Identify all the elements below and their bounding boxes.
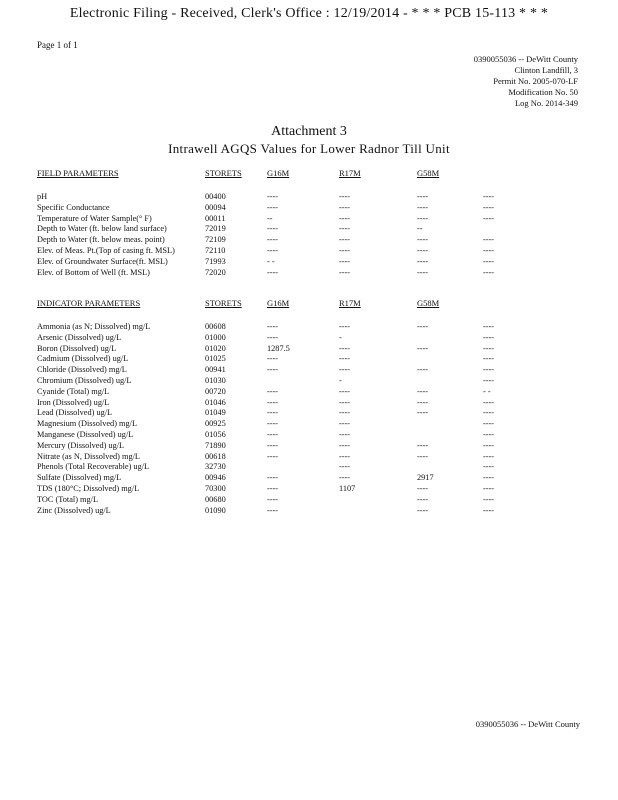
header-line-county: 0390055036 -- DeWitt County: [473, 54, 578, 64]
storet-code: 70300: [205, 483, 226, 493]
field-col-storets: STORETS: [205, 168, 242, 178]
extra-value: ----: [483, 332, 495, 342]
indicator-table-row: [37, 441, 577, 452]
g16m-value: ----: [267, 365, 279, 375]
storet-code: 72109: [205, 235, 226, 245]
storet-code: 32730: [205, 462, 226, 472]
g16m-value: ----: [267, 440, 279, 450]
storet-code: 01049: [205, 408, 226, 418]
g58m-value: ----: [417, 397, 429, 407]
indicator-table-row: [37, 506, 577, 517]
indicator-col-storets: STORETS: [205, 298, 242, 308]
indicator-table-row: [37, 365, 577, 376]
storet-code: 01030: [205, 375, 226, 385]
extra-value: ----: [483, 397, 495, 407]
header-line-permit: Permit No. 2005-070-LF: [493, 76, 578, 86]
storet-code: 01046: [205, 397, 226, 407]
header-line-modification: Modification No. 50: [508, 87, 578, 97]
indicator-col-g16m: G16M: [267, 298, 290, 308]
indicator-table-row: [37, 484, 577, 495]
r17m-value: ----: [339, 419, 351, 429]
r17m-value: 1107: [339, 483, 356, 493]
g16m-value: ----: [267, 354, 279, 364]
g16m-value: ----: [267, 451, 279, 461]
extra-value: ----: [483, 408, 495, 418]
r17m-value: ----: [339, 322, 351, 331]
g58m-value: ----: [417, 451, 429, 461]
g16m-value: ----: [267, 235, 279, 245]
g58m-value: ----: [417, 256, 429, 266]
field-table-row: [37, 203, 577, 214]
storet-code: 01025: [205, 354, 226, 364]
field-col-parameter: FIELD PARAMETERS: [37, 168, 119, 178]
storet-code: 00400: [205, 192, 226, 201]
field-col-r17m: R17M: [339, 168, 361, 178]
storet-code: 01090: [205, 505, 226, 515]
parameter-name: Phenols (Total Recoverable) ug/L: [37, 462, 150, 472]
parameter-name: Magnesium (Dissolved) mg/L: [37, 419, 138, 429]
parameter-name: Cyanide (Total) mg/L: [37, 386, 110, 396]
g16m-value: ----: [267, 224, 279, 234]
storet-code: 71890: [205, 440, 226, 450]
indicator-table-row: [37, 495, 577, 506]
indicator-table-row: [37, 473, 577, 484]
parameter-name: Nitrate (as N, Dissolved) mg/L: [37, 451, 140, 461]
g16m-value: ----: [267, 267, 279, 277]
parameter-name: Elev. of Groundwater Surface(ft. MSL): [37, 256, 168, 266]
field-table-row: [37, 246, 577, 257]
storet-code: 72020: [205, 267, 226, 277]
g16m-value: ----: [267, 494, 279, 504]
extra-value: ----: [483, 375, 495, 385]
g58m-value: ----: [417, 408, 429, 418]
header-line-site: Clinton Landfill, 3: [514, 65, 578, 75]
g16m-value: ----: [267, 397, 279, 407]
extra-value: ----: [483, 440, 495, 450]
storet-code: 01056: [205, 429, 226, 439]
g58m-value: ----: [417, 494, 429, 504]
r17m-value: ----: [339, 473, 351, 483]
r17m-value: ----: [339, 408, 351, 418]
attachment-title: Attachment 3: [271, 124, 347, 139]
storet-code: 00608: [205, 322, 226, 331]
extra-value: ----: [483, 202, 495, 212]
g58m-value: ----: [417, 505, 429, 515]
indicator-table-row: [37, 376, 577, 387]
g58m-value: ----: [417, 365, 429, 375]
parameter-name: Elev. of Bottom of Well (ft. MSL): [37, 267, 150, 277]
field-table-row: [37, 224, 577, 235]
g58m-value: ----: [417, 192, 429, 201]
storet-code: 00925: [205, 419, 226, 429]
g58m-value: --: [417, 224, 423, 234]
r17m-value: -: [339, 332, 342, 342]
field-table-header: [37, 168, 577, 180]
g58m-value: ----: [417, 440, 429, 450]
parameter-name: Mercury (Dissolved) ug/L: [37, 440, 125, 450]
extra-value: ----: [483, 365, 495, 375]
indicator-table-row: [37, 354, 577, 365]
g16m-value: 1287.5: [267, 343, 290, 353]
indicator-table-body: [37, 322, 577, 516]
r17m-value: -: [339, 375, 342, 385]
r17m-value: ----: [339, 365, 351, 375]
parameter-name: Chloride (Dissolved) mg/L: [37, 365, 127, 375]
r17m-value: ----: [339, 256, 351, 266]
g58m-value: ----: [417, 213, 429, 223]
indicator-table-row: [37, 419, 577, 430]
extra-value: ----: [483, 343, 495, 353]
g58m-value: 2917: [417, 473, 434, 483]
g16m-value: ----: [267, 192, 279, 201]
extra-value: ----: [483, 213, 495, 223]
r17m-value: ----: [339, 397, 351, 407]
parameter-name: Ammonia (as N; Dissolved) mg/L: [37, 322, 151, 331]
g16m-value: ----: [267, 322, 279, 331]
parameter-name: Sulfate (Dissolved) mg/L: [37, 473, 122, 483]
attachment-subtitle: Intrawell AGQS Values for Lower Radnor Till Unit: [168, 141, 450, 156]
field-table-row: [37, 235, 577, 246]
field-table-row: [37, 214, 577, 225]
extra-value: ----: [483, 451, 495, 461]
indicator-table-row: [37, 398, 577, 409]
storet-code: 01020: [205, 343, 226, 353]
parameter-name: Elev. of Meas. Pt.(Top of casing ft. MSL): [37, 245, 175, 255]
storet-code: 00680: [205, 494, 226, 504]
g58m-value: ----: [417, 267, 429, 277]
parameter-name: Boron (Dissolved) ug/L: [37, 343, 117, 353]
indicator-table-row: [37, 462, 577, 473]
g16m-value: ----: [267, 408, 279, 418]
r17m-value: ----: [339, 451, 351, 461]
parameter-name: pH: [37, 192, 48, 201]
g16m-value: - -: [267, 256, 275, 266]
g16m-value: ----: [267, 245, 279, 255]
r17m-value: ----: [339, 224, 351, 234]
parameter-name: Depth to Water (ft. below meas. point): [37, 235, 165, 245]
storet-code: 00618: [205, 451, 226, 461]
extra-value: ----: [483, 245, 495, 255]
g16m-value: ----: [267, 386, 279, 396]
g58m-value: ----: [417, 322, 429, 331]
parameter-name: Manganese (Dissolved) ug/L: [37, 429, 134, 439]
field-table-row: [37, 268, 577, 279]
g16m-value: ----: [267, 332, 279, 342]
r17m-value: ----: [339, 267, 351, 277]
r17m-value: ----: [339, 235, 351, 245]
storet-code: 72019: [205, 224, 226, 234]
r17m-value: ----: [339, 202, 351, 212]
field-parameters-table: [37, 168, 577, 278]
indicator-col-r17m: R17M: [339, 298, 361, 308]
r17m-value: ----: [339, 440, 351, 450]
g58m-value: ----: [417, 202, 429, 212]
field-table-row: [37, 257, 577, 268]
extra-value: ----: [483, 354, 495, 364]
extra-value: ----: [483, 494, 495, 504]
r17m-value: ----: [339, 213, 351, 223]
parameter-name: Chromium (Dissolved) ug/L: [37, 375, 132, 385]
storet-code: 00094: [205, 202, 226, 212]
indicator-table-row: [37, 344, 577, 355]
storet-code: 00720: [205, 386, 226, 396]
parameter-name: TOC (Total) mg/L: [37, 494, 99, 504]
g58m-value: ----: [417, 343, 429, 353]
indicator-table-row: [37, 387, 577, 398]
r17m-value: ----: [339, 462, 351, 472]
document-header: [474, 54, 578, 109]
g58m-value: ----: [417, 245, 429, 255]
indicator-col-g58m: G58M: [417, 298, 440, 308]
g58m-value: ----: [417, 483, 429, 493]
extra-value: - -: [483, 386, 491, 396]
indicator-table-row: [37, 430, 577, 441]
parameter-name: Zinc (Dissolved) ug/L: [37, 505, 111, 515]
extra-value: ----: [483, 192, 495, 201]
header-line-log: Log No. 2014-349: [514, 98, 578, 108]
field-col-g16m: G16M: [267, 168, 290, 178]
field-table-body: [37, 192, 577, 278]
r17m-value: ----: [339, 429, 351, 439]
parameter-name: Iron (Dissolved) ug/L: [37, 397, 110, 407]
field-col-g58m: G58M: [417, 168, 440, 178]
storet-code: 72110: [205, 245, 226, 255]
g58m-value: ----: [417, 386, 429, 396]
extra-value: ----: [483, 462, 495, 472]
storet-code: 01000: [205, 332, 226, 342]
parameter-name: Temperature of Water Sample(° F): [37, 213, 152, 223]
filing-banner: Electronic Filing - Received, Clerk's Office : 12/19/2014 - * * * PCB 15-113 * * *: [69, 6, 549, 21]
indicator-table-header: [37, 298, 577, 310]
g58m-value: ----: [417, 235, 429, 245]
parameter-name: Lead (Dissolved) ug/L: [37, 408, 113, 418]
r17m-value: ----: [339, 245, 351, 255]
g16m-value: ----: [267, 419, 279, 429]
extra-value: ----: [483, 505, 495, 515]
indicator-parameters-table: [37, 298, 577, 516]
field-table-row: [37, 192, 577, 203]
g16m-value: ----: [267, 505, 279, 515]
indicator-table-row: [37, 322, 577, 333]
indicator-table-row: [37, 408, 577, 419]
extra-value: ----: [483, 429, 495, 439]
extra-value: ----: [483, 267, 495, 277]
storet-code: 00941: [205, 365, 226, 375]
extra-value: ----: [483, 235, 495, 245]
parameter-name: Cadmium (Dissolved) ug/L: [37, 354, 129, 364]
storet-code: 00011: [205, 213, 226, 223]
parameter-name: Arsenic (Dissolved) ug/L: [37, 332, 122, 342]
parameter-name: TDS (180°C; Dissolved) mg/L: [37, 483, 140, 493]
g16m-value: ----: [267, 473, 279, 483]
r17m-value: ----: [339, 192, 351, 201]
storet-code: 00946: [205, 473, 226, 483]
extra-value: ----: [483, 483, 495, 493]
indicator-col-parameter: INDICATOR PARAMETERS: [37, 298, 141, 308]
parameter-name: Specific Conductance: [37, 202, 110, 212]
indicator-table-row: [37, 452, 577, 463]
r17m-value: ----: [339, 354, 351, 364]
r17m-value: ----: [339, 343, 351, 353]
extra-value: ----: [483, 322, 495, 331]
indicator-table-row: [37, 333, 577, 344]
g16m-value: ----: [267, 202, 279, 212]
extra-value: ----: [483, 473, 495, 483]
parameter-name: Depth to Water (ft. below land surface): [37, 224, 167, 234]
page-footer: 0390055036 -- DeWitt County: [475, 719, 580, 729]
r17m-value: ----: [339, 386, 351, 396]
g16m-value: ----: [267, 429, 279, 439]
g16m-value: ----: [267, 483, 279, 493]
storet-code: 71993: [205, 256, 226, 266]
g16m-value: --: [267, 213, 273, 223]
extra-value: ----: [483, 256, 495, 266]
extra-value: ----: [483, 419, 495, 429]
page-number: Page 1 of 1: [37, 40, 78, 50]
